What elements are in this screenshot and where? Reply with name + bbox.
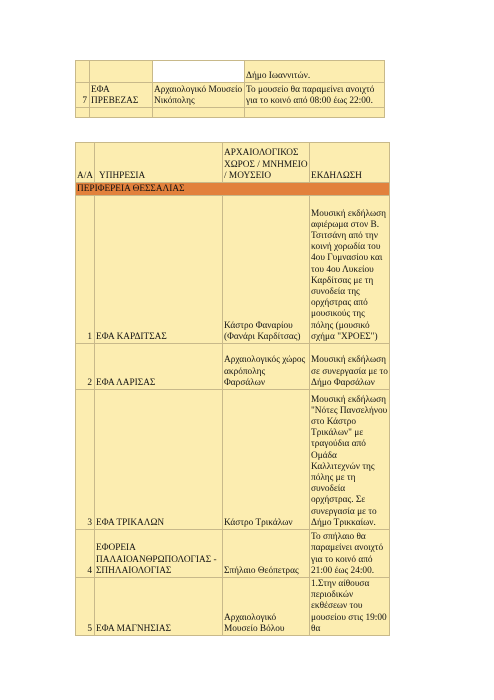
service-cell: ΕΦΑ ΤΡΙΚΑΛΩΝ: [95, 390, 223, 530]
service-cell: ΕΦΑ ΚΑΡΔΙΤΣΑΣ: [95, 196, 223, 344]
event-cell: Μουσική εκδήλωση σε συνεργασία με το Δήμο Φαρσάλων: [310, 344, 390, 390]
site-cell: [153, 61, 245, 83]
header-event: ΕΚΔΗΛΩΣΗ: [310, 143, 390, 183]
top-table: [75, 60, 385, 118]
num-cell: 3: [76, 390, 95, 530]
region-label: ΠΕΡΙΦΕΡΕΙΑ ΘΕΣΣΑΛΙΑΣ: [76, 183, 390, 196]
event-cell: Το σπήλαιο θα παραμείνει ανοιχτό για το κοινό από 21:00 έως 24:00.: [310, 530, 390, 578]
table-row: [76, 196, 390, 344]
table-row: [76, 390, 390, 530]
table-row: [76, 108, 385, 118]
site-cell: Κάστρο Τρικάλων: [223, 390, 310, 530]
table-row: [76, 344, 390, 390]
service-cell: [90, 61, 153, 83]
service-cell: ΕΦΟΡΕΙΑ ΠΑΛΑΙΟΑΝΘΡΩΠΟΛΟΓΙΑΣ - ΣΠΗΛΑΙΟΛΟΓΙΑΣ: [95, 530, 223, 578]
num-cell: 2: [76, 344, 95, 390]
header-service: ΥΠΗΡΕΣΙΑ: [95, 143, 223, 183]
header-num: Α/Α: [76, 143, 95, 183]
num-cell: 4: [76, 530, 95, 578]
events-table: [75, 142, 390, 636]
table-row: [76, 578, 390, 636]
table-header-row: [76, 143, 390, 183]
service-cell: ΕΦΑ ΛΑΡΙΣΑΣ: [95, 344, 223, 390]
site-cell: Σπήλαιο Θεόπετρας: [223, 530, 310, 578]
site-cell: Κάστρο Φαναρίου (Φανάρι Καρδίτσας): [223, 196, 310, 344]
site-cell: Αρχαιολογικός χώρος ακρόπολης Φαρσάλων: [223, 344, 310, 390]
num-cell: 7: [76, 83, 90, 108]
table-row: [76, 530, 390, 578]
service-cell: ΕΦΑ ΜΑΓΝΗΣΙΑΣ: [95, 578, 223, 636]
event-cell: Δήμο Ιωαννιτών.: [245, 61, 385, 83]
event-cell: Μουσική εκδήλωση αφιέρωμα στον Β. Τσιτσάνη από την κοινή χορωδία του 4ου Γυμνασίου και του 4ου Λυκείου Καρδίτσας με τη συνοδεία της ορχήστρας από μουσικούς της πόλης (μουσικό σχήμα "ΧΡΟΕΣ"): [310, 196, 390, 344]
region-row: [76, 183, 390, 196]
event-cell: 1.Στην αίθουσα περιοδικών εκθέσεων του μουσείου στις 19:00 θα: [310, 578, 390, 636]
site-cell: Αρχαιολογικό Μουσείο Νικόπολης: [153, 83, 245, 108]
num-cell: 5: [76, 578, 95, 636]
num-cell: 1: [76, 196, 95, 344]
table-row: [76, 61, 385, 83]
event-cell: Μουσική εκδήλωση "Νότες Πανσελήνου στο Κάστρο Τρικάλων" με τραγούδια από Ομάδα Καλλιτεχνών της πόλης με τη συνοδεία ορχήστρας. Σε συνεργασία με το Δήμο Τρικκαίων.: [310, 390, 390, 530]
event-cell: Το μουσείο θα παραμείνει ανοιχτό για το κοινό από 08:00 έως 22:00.: [245, 83, 385, 108]
header-site: ΑΡΧΑΙΟΛΟΓΙΚΟΣ ΧΩΡΟΣ / ΜΝΗΜΕΙΟ / ΜΟΥΣΕΙΟ: [223, 143, 310, 183]
table-row: [76, 83, 385, 108]
service-cell: ΕΦΑ ΠΡΕΒΕΖΑΣ: [90, 83, 153, 108]
num-cell: [76, 61, 90, 83]
site-cell: Αρχαιολογικό Μουσείο Βόλου: [223, 578, 310, 636]
